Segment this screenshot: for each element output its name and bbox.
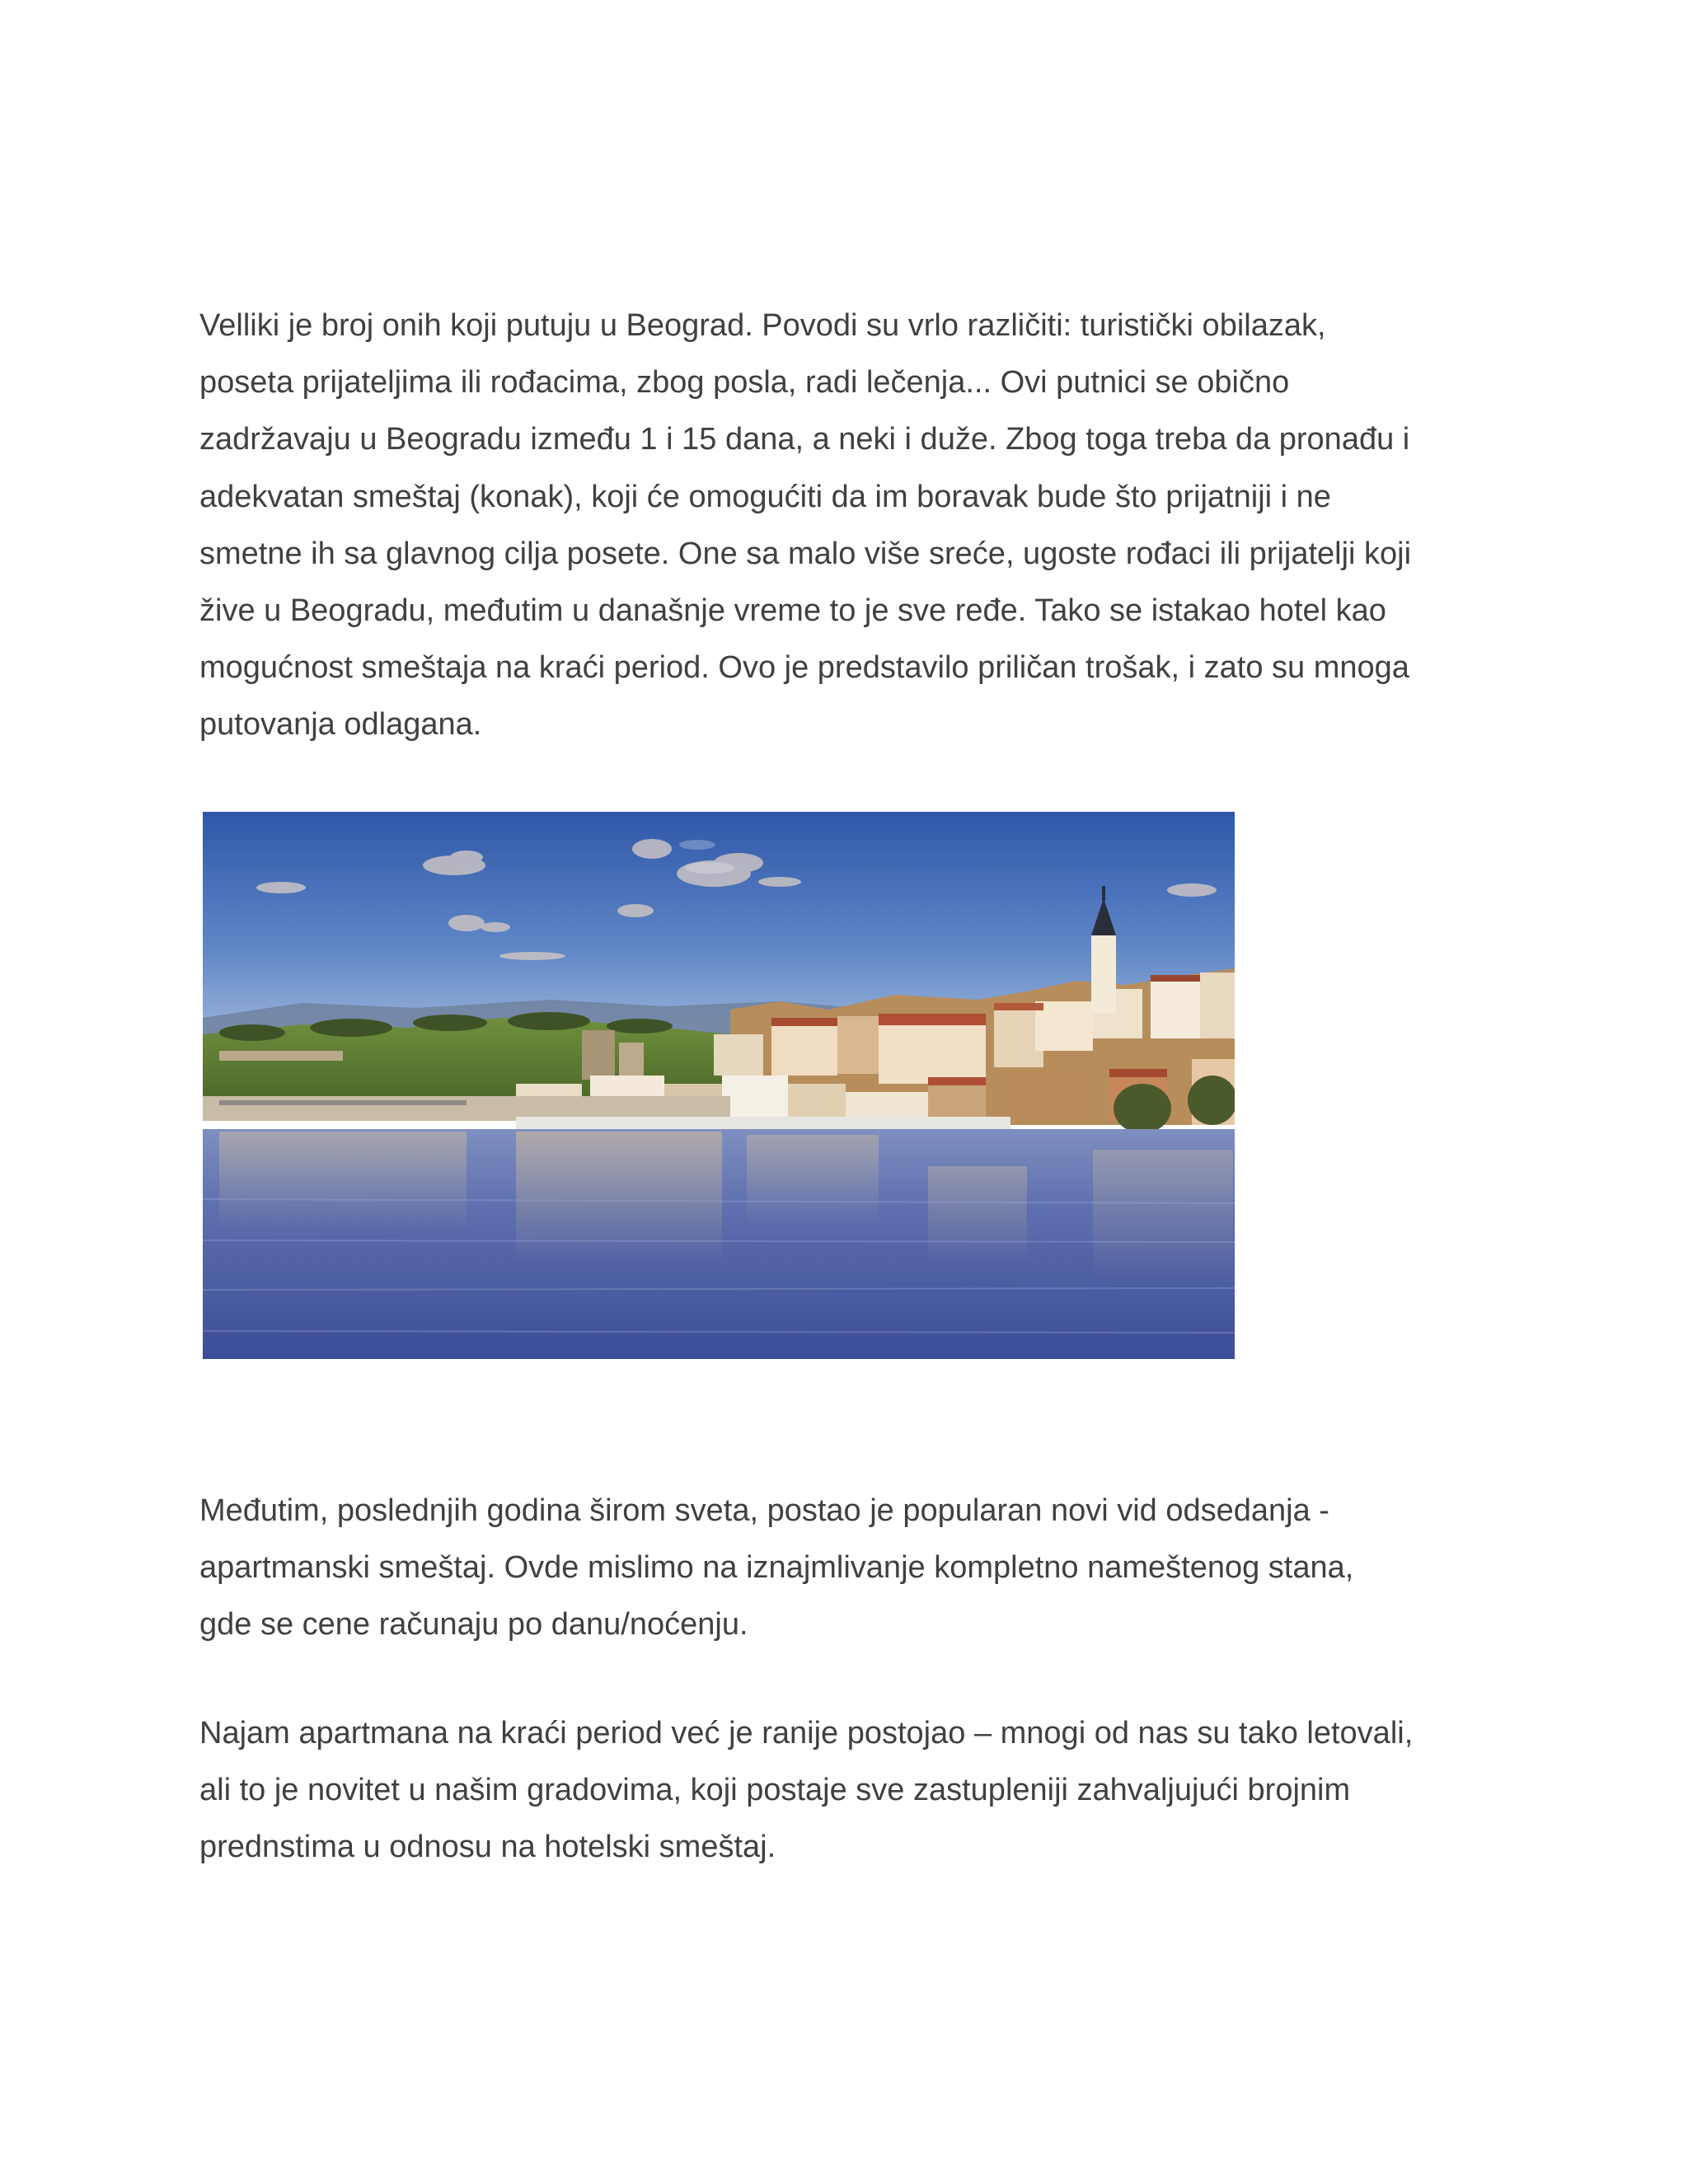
text-line: zadržavaju u Beogradu između 1 i 15 dana, a neki i duže. Zbog toga treba da pronađu i [199, 422, 1410, 457]
text-line: Najam apartmana na kraći period već je ranije postojao – mnogi od nas su tako letovali, [199, 1716, 1414, 1750]
text-line: prednstima u odnosu na hotelski smeštaj. [199, 1830, 776, 1865]
text-line: Velliki je broj onih koji putuju u Beograd. Povodi su vrlo različiti: turistički obilazak, [199, 308, 1326, 343]
text-line: adekvatan smeštaj (konak), koji će omogućiti da im boravak bude što prijatniji i ne [199, 479, 1331, 514]
paragraph-apartments [199, 1483, 1353, 1654]
paragraph-rental-history [199, 1705, 1413, 1877]
text-line: apartmanski smeštaj. Ovde mislimo na iznajmlivanje kompletno nameštenog stana, [199, 1550, 1354, 1586]
paragraph-intro [199, 298, 1411, 754]
text-line: mogućnost smeštaja na kraći period. Ovo je predstavilo priličan trošak, i zato su mnoga [199, 650, 1409, 686]
text-line: gde se cene računaju po danu/noćenju. [199, 1607, 748, 1643]
text-line: ali to je novitet u našim gradovima, koji postaje sve zastupleniji zahvaljujući brojnim [199, 1773, 1351, 1808]
text-line: Međutim, poslednjih godina širom sveta, postao je popularan novi vid odsedanja - [199, 1493, 1329, 1528]
belgrade-riverside-photo [203, 812, 1235, 1359]
text-line: poseta prijateljima ili rođacima, zbog posla, radi lečenja... Ovi putnici se obično [199, 365, 1290, 401]
text-line: putovanja odlagana. [199, 707, 482, 743]
text-line: smetne ih sa glavnog cilja posete. One sa malo više sreće, ugoste rođaci ili prijatelji koji [199, 536, 1412, 571]
text-line: žive u Beogradu, međutim u današnje vreme to je sve ređe. Tako se istakao hotel kao [199, 593, 1386, 629]
photo-illustration [203, 812, 1235, 1359]
